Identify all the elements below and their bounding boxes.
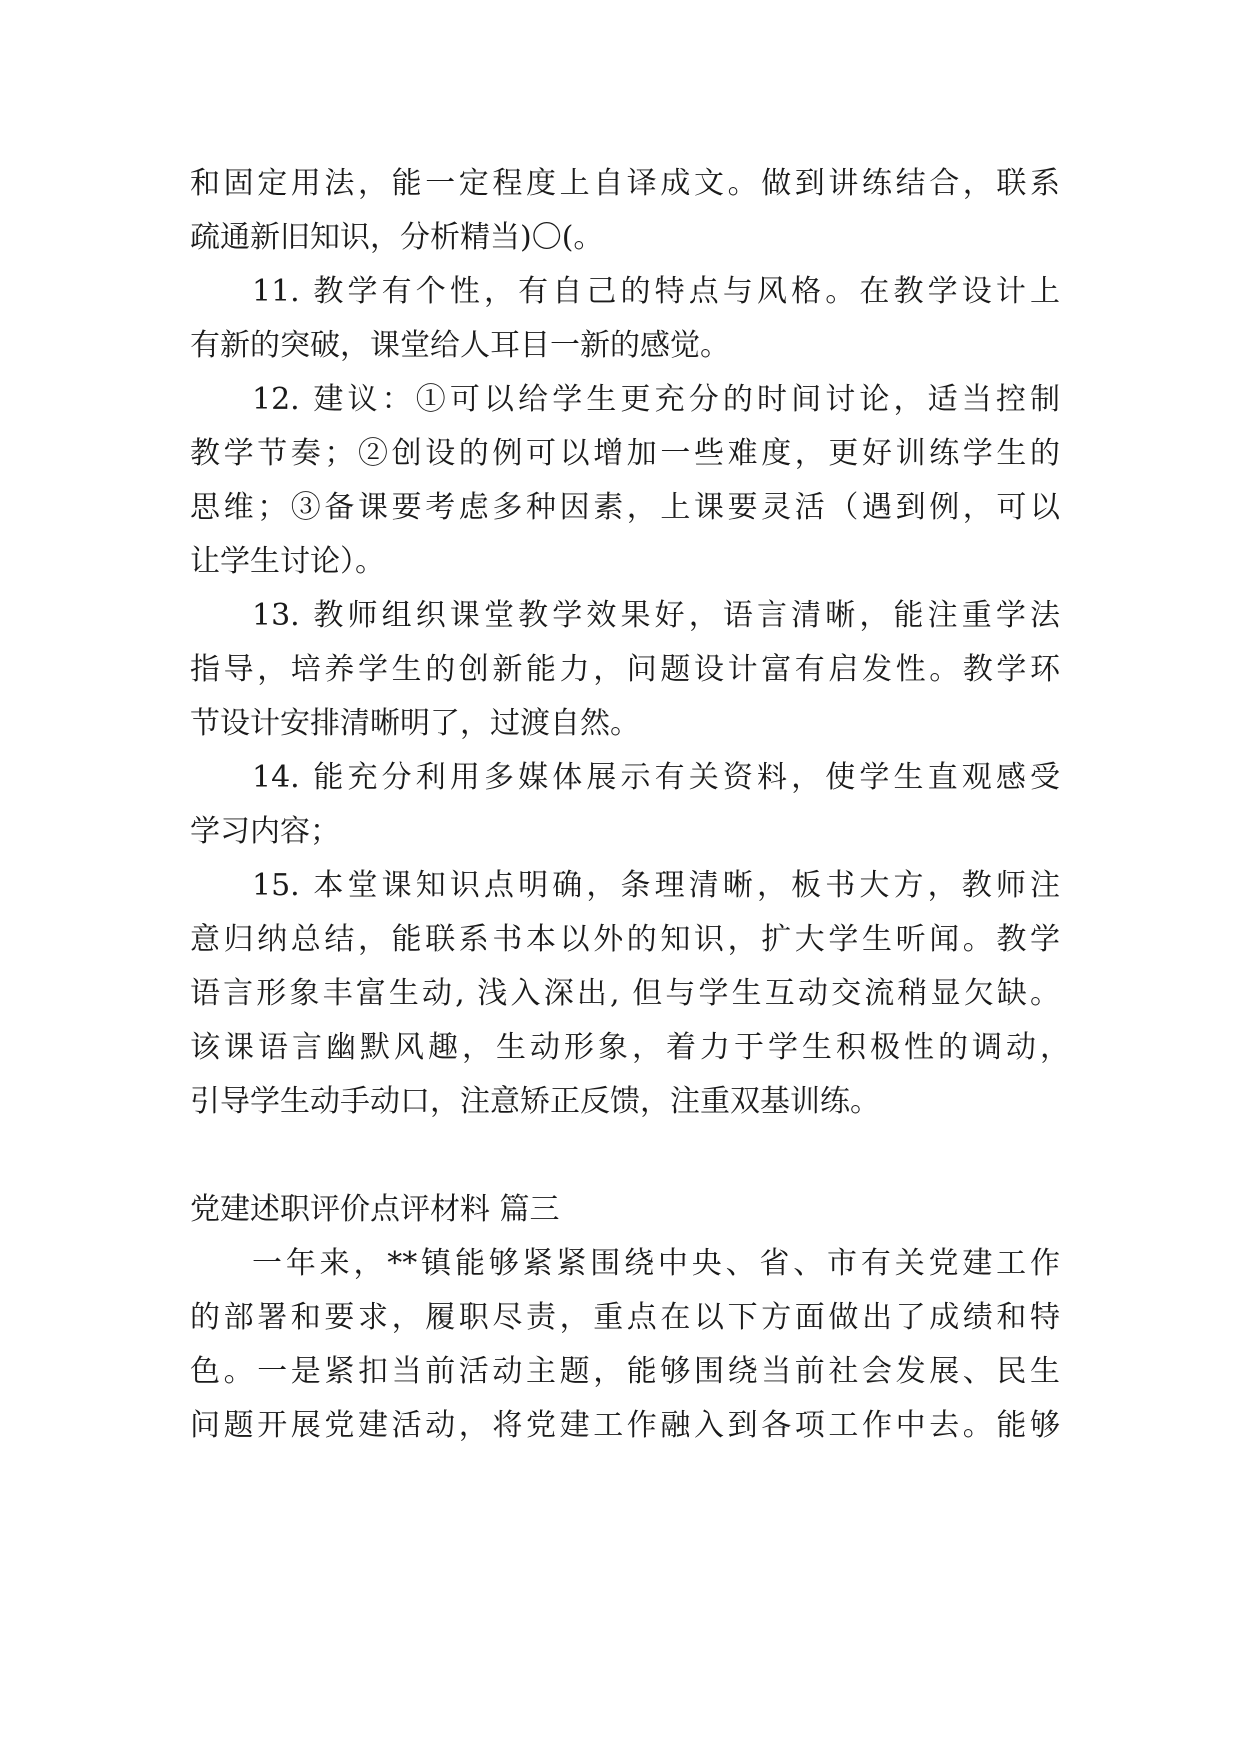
paragraph-line: 该课语言幽默风趣，生动形象，着力于学生积极性的调动， [190, 1030, 1070, 1065]
list-item-13-line: 13. 教师组织课堂教学效果好，语言清晰，能注重学法 [252, 598, 1060, 633]
paragraph-line: 语言形象丰富生动, 浅入深出, 但与学生互动交流稍显欠缺。 [190, 976, 1060, 1011]
list-item-12-line: 12. 建议：①可以给学生更充分的时间讨论，适当控制 [252, 382, 1060, 417]
section-heading: 党建述职评价点评材料 篇三 [190, 1192, 560, 1227]
paragraph-line: 引导学生动手动口，注意矫正反馈，注重双基训练。 [190, 1084, 880, 1119]
list-item-15-line: 15. 本堂课知识点明确，条理清晰，板书大方，教师注 [252, 868, 1060, 903]
paragraph-line: 的部署和要求，履职尽责，重点在以下方面做出了成绩和特 [190, 1300, 1060, 1335]
paragraph-line: 问题开展党建活动，将党建工作融入到各项工作中去。能够 [190, 1408, 1060, 1443]
paragraph-line: 意归纳总结，能联系书本以外的知识，扩大学生听闻。教学 [190, 922, 1060, 957]
paragraph-line: 和固定用法，能一定程度上自译成文。做到讲练结合，联系 [190, 166, 1060, 201]
paragraph-line: 有新的突破，课堂给人耳目一新的感觉。 [190, 328, 730, 363]
paragraph-line: 教学节奏；②创设的例可以增加一些难度，更好训练学生的 [190, 436, 1060, 471]
paragraph-line: 一年来，**镇能够紧紧围绕中央、省、市有关党建工作 [252, 1246, 1060, 1281]
list-item-11-line: 11. 教学有个性，有自己的特点与风格。在教学设计上 [252, 274, 1060, 309]
list-item-14-line: 14. 能充分利用多媒体展示有关资料，使学生直观感受 [252, 760, 1060, 795]
paragraph-line: 学习内容； [190, 814, 340, 849]
paragraph-line: 指导，培养学生的创新能力，问题设计富有启发性。教学环 [190, 652, 1060, 687]
paragraph-line: 思维；③备课要考虑多种因素，上课要灵活（遇到例，可以 [190, 490, 1060, 525]
paragraph-line: 节设计安排清晰明了，过渡自然。 [190, 706, 640, 741]
paragraph-line: 疏通新旧知识，分析精当)〇(。 [190, 220, 604, 255]
paragraph-line: 色。一是紧扣当前活动主题，能够围绕当前社会发展、民生 [190, 1354, 1060, 1389]
paragraph-line: 让学生讨论）。 [190, 544, 385, 579]
